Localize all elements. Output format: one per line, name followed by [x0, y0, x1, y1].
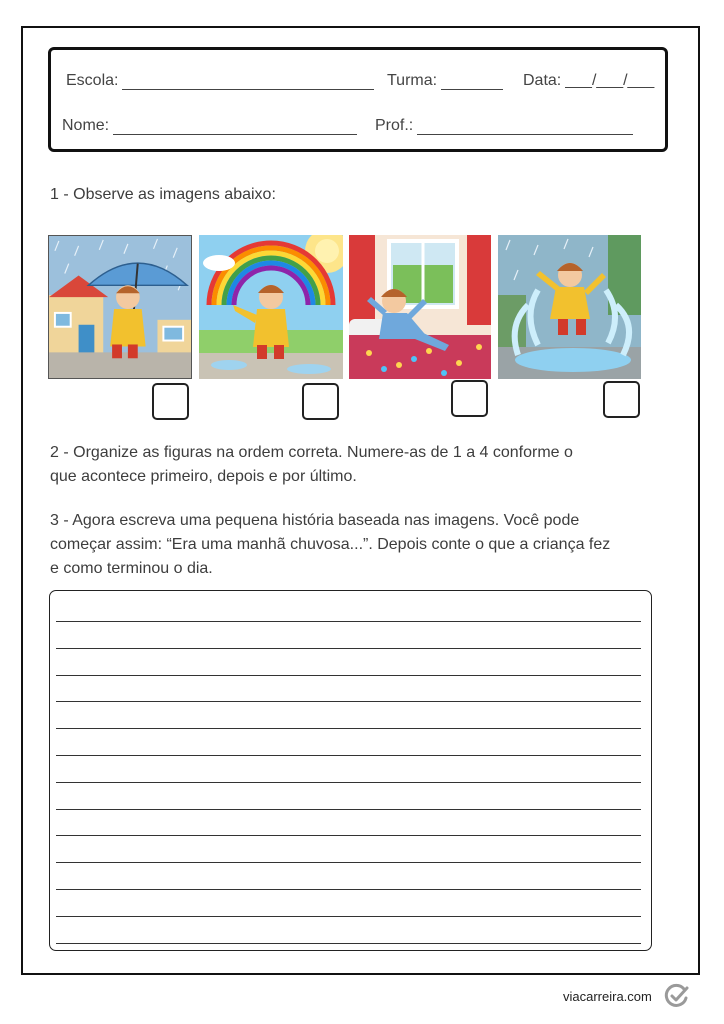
writing-line[interactable]: [56, 943, 641, 944]
story-writing-area[interactable]: [49, 590, 652, 951]
data-field[interactable]: [523, 72, 654, 90]
nome-field[interactable]: [62, 117, 357, 135]
question-2-line-2: que acontece primeiro, depois e por último.: [50, 468, 357, 485]
question-3: [50, 509, 610, 581]
question-1: 1 - Observe as imagens abaixo:: [50, 186, 276, 203]
question-3-line-3: e como terminou o dia.: [50, 560, 213, 577]
writing-line[interactable]: [56, 701, 641, 702]
writing-line[interactable]: [56, 675, 641, 676]
check-circle-logo-icon: [664, 983, 690, 1009]
child-waking-bed-image: [349, 235, 491, 379]
order-box-3[interactable]: [451, 380, 488, 417]
question-3-line-1: 3 - Agora escreva uma pequena história baseada nas imagens. Você pode: [50, 512, 580, 529]
question-3-line-2: começar assim: “Era uma manhã chuvosa...”. Depois conte o que a criança fez: [50, 536, 611, 553]
escola-label: Escola:: [66, 72, 119, 89]
order-box-4[interactable]: [603, 381, 640, 418]
nome-input-line[interactable]: [113, 120, 357, 135]
writing-line[interactable]: [56, 782, 641, 783]
prof-input-line[interactable]: [417, 120, 633, 135]
turma-field[interactable]: [387, 72, 503, 90]
data-label: Data:: [523, 72, 562, 89]
question-2-line-1: 2 - Organize as figuras na ordem correta. Numere-as de 1 a 4 conforme o: [50, 444, 573, 461]
writing-line[interactable]: [56, 755, 641, 756]
writing-line[interactable]: [56, 835, 641, 836]
data-input-slots[interactable]: ___/___/___: [565, 72, 655, 89]
order-box-2[interactable]: [302, 383, 339, 420]
writing-line[interactable]: [56, 809, 641, 810]
writing-line[interactable]: [56, 889, 641, 890]
writing-line[interactable]: [56, 648, 641, 649]
writing-line[interactable]: [56, 862, 641, 863]
writing-line[interactable]: [56, 728, 641, 729]
escola-input-line[interactable]: [122, 75, 374, 90]
writing-line[interactable]: [56, 916, 641, 917]
nome-label: Nome:: [62, 117, 110, 134]
footer-site-text: viacarreira.com: [563, 989, 652, 1004]
student-info-box: [48, 47, 668, 152]
prof-field[interactable]: [375, 117, 633, 135]
order-box-1[interactable]: [152, 383, 189, 420]
turma-input-line[interactable]: [441, 75, 503, 90]
writing-line[interactable]: [56, 621, 641, 622]
turma-label: Turma:: [387, 72, 438, 89]
child-umbrella-rain-image: [48, 235, 192, 379]
question-2: [50, 441, 573, 489]
child-rainbow-image: [199, 235, 343, 379]
escola-field[interactable]: [66, 72, 374, 90]
prof-label: Prof.:: [375, 117, 414, 134]
child-jumping-puddle-image: [498, 235, 641, 379]
